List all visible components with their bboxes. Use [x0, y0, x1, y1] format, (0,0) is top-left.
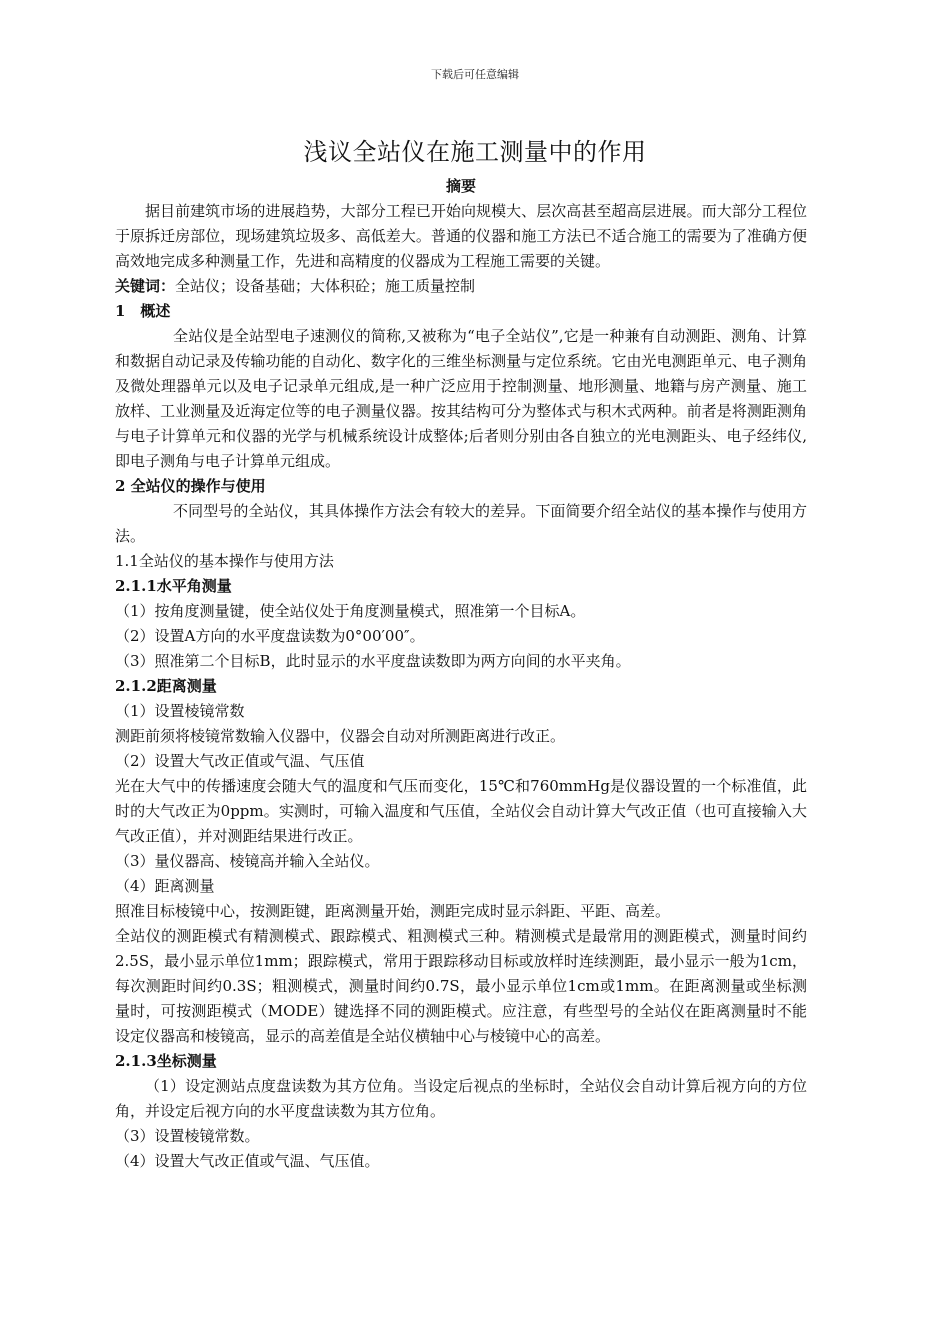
keywords-text: 全站仪；设备基础；大体积砼；施工质量控制	[175, 277, 476, 295]
section-2-1-3-line: （1）设定测站点度盘读数为其方位角。当设定后视点的坐标时，全站仪会自动计算后视方向的方位角，并设定后视方向的水平度盘读数为其方位角。	[115, 1077, 807, 1120]
keywords-line	[115, 274, 807, 299]
keywords-label: 关键词：	[115, 277, 176, 295]
section-2-1-1-item: （3）照准第二个目标B，此时显示的水平度盘读数即为两方向间的水平夹角。	[115, 652, 631, 670]
section-1-text: 全站仪是全站型电子速测仪的简称,又被称为“电子全站仪”,它是一种兼有自动测距、测角、计算和数据自动记录及传输功能的自动化、数字化的三维坐标测量与定位系统。它由光电测距单元、电子测角及微处理器单元以及电子记录单元组成,是一种广泛应用于控制测量、地形测量、地籍与房产测量、施工放样、工业测量及近海定位等的电子测量仪器。按其结构可分为整体式与积木式两种。前者是将测距测角与电子计算单元和仪器的光学与机械系统设计成整体;后者则分别由各自独立的光电测距头、电子经纬仪,即电子测角与电子计算单元组成。	[115, 327, 807, 470]
section-2-text: 不同型号的全站仪，其具体操作方法会有较大的差异。下面简要介绍全站仪的基本操作与使用方法。	[115, 502, 807, 545]
section-2-1-2-line: （3）量仪器高、棱镜高并输入全站仪。	[115, 852, 380, 870]
section-2-1-2-line: （4）距离测量	[115, 877, 215, 895]
section-2-1-3-heading: 2.1.3坐标测量	[115, 1052, 217, 1070]
section-2-heading: 2 全站仪的操作与使用	[115, 477, 266, 495]
section-2-1-2-line: 全站仪的测距模式有精测模式、跟踪模式、粗测模式三种。精测模式是最常用的测距模式，测量时间约2.5S，最小显示单位1mm；跟踪模式，常用于跟踪移动目标或放样时连续测距，最小显示一般为1cm，每次测距时间约0.3S；粗测模式，测量时间约0.7S，最小显示单位1cm或1mm。在距离测量或坐标测量时，可按测距模式（MODE）键选择不同的测距模式。应注意，有些型号的全站仪在距离测量时不能设定仪器高和棱镜高，显示的高差值是全站仪横轴中心与棱镜中心的高差。	[115, 927, 807, 1045]
section-1-heading: 1 概述	[115, 302, 171, 320]
section-2-1-2-heading: 2.1.2距离测量	[115, 677, 217, 695]
section-2-1-1-item: （2）设置A方向的水平度盘读数为0°00′00″。	[115, 627, 425, 645]
section-2-1-1-item: （1）按角度测量键，使全站仪处于角度测量模式，照准第一个目标A。	[115, 602, 586, 620]
section-2-1-3-line: （4）设置大气改正值或气温、气压值。	[115, 1152, 380, 1170]
section-2-1-1-heading: 2.1.1水平角测量	[115, 577, 232, 595]
section-2-1-2-line: 照准目标棱镜中心，按测距键，距离测量开始，测距完成时显示斜距、平距、高差。	[115, 902, 671, 920]
section-2-1-2-line: 测距前须将棱镜常数输入仪器中，仪器会自动对所测距离进行改正。	[115, 727, 566, 745]
header-note: 下载后可任意编辑	[431, 68, 519, 81]
section-2-1-2-line: 光在大气中的传播速度会随大气的温度和气压而变化，15℃和760mmHg是仪器设置的一个标准值，此时的大气改正为0ppm。实测时，可输入温度和气压值，全站仪会自动计算大气改正值（也可直接输入大气改正值），并对测距结果进行改正。	[115, 777, 807, 845]
section-2-1-3-line: （3）设置棱镜常数。	[115, 1127, 260, 1145]
document-title: 浅议全站仪在施工测量中的作用	[303, 138, 647, 166]
section-2-1-2-line: （2）设置大气改正值或气温、气压值	[115, 752, 365, 770]
section-2-1-heading: 1.1全站仪的基本操作与使用方法	[115, 552, 334, 570]
abstract-heading: 摘要	[445, 177, 476, 195]
section-2-1-2-line: （1）设置棱镜常数	[115, 702, 245, 720]
abstract-text: 据目前建筑市场的进展趋势，大部分工程已开始向规模大、层次高甚至超高层进展。而大部分工程位于原拆迁房部位，现场建筑垃圾多、高低差大。普通的仪器和施工方法已不适合施工的需要为了准确方便高效地完成多种测量工作，先进和高精度的仪器成为工程施工需要的关键。	[115, 202, 807, 270]
document-body	[115, 174, 807, 1174]
